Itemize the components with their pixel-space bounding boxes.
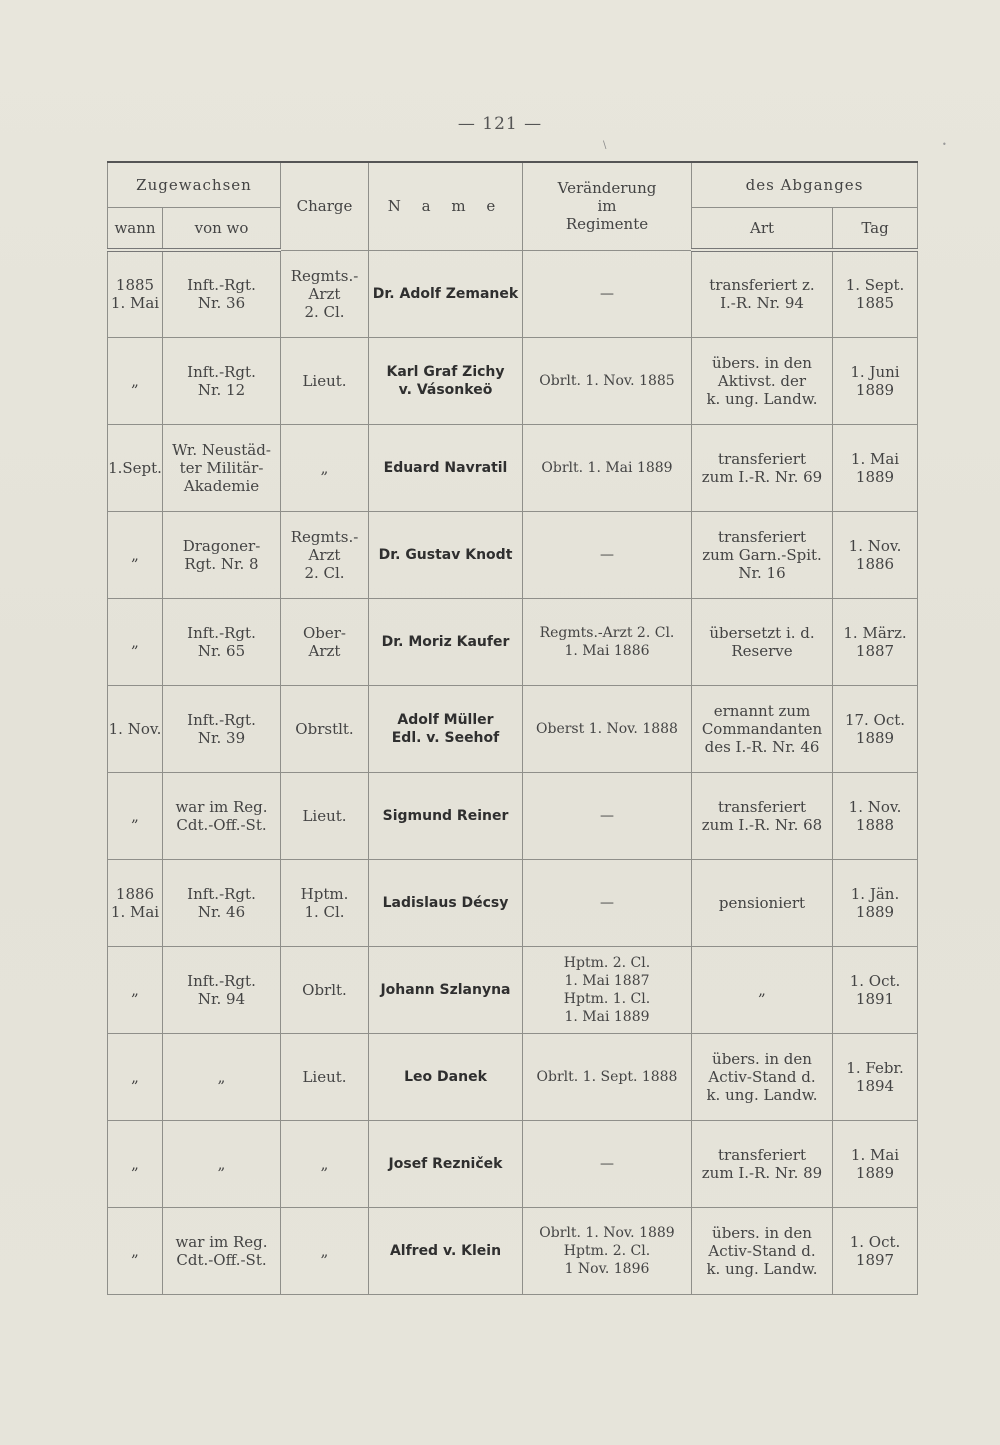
cell-wann	[108, 772, 163, 859]
cell-tag-line: 1. März.	[843, 623, 907, 642]
cell-von-wo-line: Inft.-Rgt.	[187, 971, 256, 990]
table-row	[108, 511, 918, 598]
cell-tag-line: 1889	[855, 380, 895, 399]
cell-von-wo-line: Inft.-Rgt.	[187, 623, 256, 642]
cell-name	[369, 1207, 523, 1294]
cell-art	[692, 685, 833, 772]
cell-name-line: Adolf Müller	[397, 711, 494, 728]
cell-art	[692, 859, 833, 946]
cell-von-wo-line: Dragoner-	[182, 536, 261, 555]
cell-art-line: Activ-Stand d.	[708, 1067, 816, 1086]
cell-veraenderung-line: Regmts.-Arzt 2. Cl.	[539, 624, 675, 641]
cell-von-wo-line: Nr. 39	[197, 728, 246, 747]
cell-name-line: Ladislaus Décsy	[382, 894, 509, 911]
cell-name-line: Leo Danek	[404, 1068, 487, 1085]
cell-wann	[108, 511, 163, 598]
print-speck: •	[942, 140, 947, 149]
table-row	[108, 772, 918, 859]
cell-charge	[281, 946, 369, 1033]
header-veraenderung-line: im	[597, 197, 617, 216]
header-zugewachsen: Zugewachsen	[108, 162, 281, 208]
cell-veraenderung-line: Hptm. 1. Cl.	[563, 990, 651, 1007]
page-number: — 121 —	[457, 114, 543, 134]
cell-art-line: Aktivst. der	[717, 371, 807, 390]
cell-tag-line: 1886	[855, 554, 895, 573]
cell-charge-line: Lieut.	[302, 1067, 347, 1086]
cell-charge-line: „	[320, 1154, 329, 1173]
cell-charge-line: Lieut.	[302, 806, 347, 825]
header-veraenderung-line: Regimente	[565, 215, 649, 234]
cell-veraenderung	[523, 946, 692, 1033]
cell-von-wo	[163, 1207, 281, 1294]
cell-wann-line: 1885	[115, 276, 155, 295]
cell-tag-line: 17. Oct.	[844, 710, 906, 729]
cell-von-wo-line: Wr. Neustäd-	[172, 440, 271, 459]
cell-wann-line: „	[131, 1241, 139, 1260]
cell-von-wo-line: Cdt.-Off.-St.	[176, 1250, 267, 1269]
cell-veraenderung	[523, 1120, 692, 1207]
cell-art-line: zum Garn.-Spit.	[702, 545, 822, 564]
table-row	[108, 424, 918, 511]
cell-wann	[108, 598, 163, 685]
cell-charge	[281, 772, 369, 859]
cell-tag-line: 1887	[855, 641, 895, 660]
cell-art-line: zum I.-R. Nr. 68	[701, 815, 823, 834]
cell-charge-line: „	[320, 1241, 329, 1260]
table-body	[108, 250, 918, 1294]
cell-art	[692, 250, 833, 337]
cell-wann-line: „	[131, 632, 139, 651]
cell-name	[369, 511, 523, 598]
cell-name-line: Alfred v. Klein	[389, 1242, 502, 1259]
cell-tag-line: 1. Jän.	[850, 884, 900, 903]
cell-art	[692, 946, 833, 1033]
cell-art-line: transferiert	[718, 1145, 806, 1164]
cell-name	[369, 772, 523, 859]
cell-charge-line: Hptm.	[300, 884, 349, 903]
cell-tag-line: 1. Sept.	[845, 276, 905, 295]
cell-von-wo	[163, 1120, 281, 1207]
cell-tag-line: 1889	[855, 728, 895, 747]
cell-name-line: Sigmund Reiner	[382, 807, 509, 824]
cell-wann	[108, 1033, 163, 1120]
cell-charge	[281, 337, 369, 424]
cell-wann	[108, 1120, 163, 1207]
cell-veraenderung-line: 1 Nov. 1896	[564, 1260, 650, 1277]
cell-von-wo-line: Nr. 94	[197, 989, 246, 1008]
cell-von-wo-line: Rgt. Nr. 8	[184, 554, 259, 573]
cell-tag	[833, 511, 918, 598]
header-veraenderung-line: Veränderung	[557, 179, 657, 198]
header-art: Art	[692, 208, 833, 251]
cell-tag-line: 1897	[855, 1250, 895, 1269]
cell-art	[692, 1207, 833, 1294]
cell-art	[692, 1120, 833, 1207]
cell-von-wo-line: Inft.-Rgt.	[187, 884, 256, 903]
cell-von-wo-line: war im Reg.	[175, 797, 268, 816]
cell-art	[692, 511, 833, 598]
cell-veraenderung	[523, 1207, 692, 1294]
cell-veraenderung	[523, 685, 692, 772]
cell-veraenderung-line: Hptm. 2. Cl.	[563, 954, 651, 971]
cell-tag	[833, 772, 918, 859]
cell-wann	[108, 1207, 163, 1294]
cell-tag-line: 1. Mai	[850, 1145, 900, 1164]
cell-wann	[108, 337, 163, 424]
cell-charge-line: 1. Cl.	[304, 902, 345, 921]
cell-tag	[833, 859, 918, 946]
cell-name-line: v. Vásonkeö	[398, 381, 493, 398]
cell-von-wo-line: Inft.-Rgt.	[187, 362, 256, 381]
cell-art-line: Activ-Stand d.	[708, 1241, 816, 1260]
cell-charge-line: Obrstlt.	[295, 719, 354, 738]
cell-tag-line: 1. Febr.	[846, 1058, 904, 1077]
cell-name-line: Dr. Moriz Kaufer	[381, 633, 510, 650]
cell-tag	[833, 946, 918, 1033]
cell-charge-line: Obrlt.	[302, 980, 347, 999]
cell-name-line: Dr. Adolf Zemanek	[372, 285, 519, 302]
cell-charge-line: Regmts.-	[290, 527, 359, 546]
cell-von-wo-line: Nr. 12	[197, 380, 246, 399]
header-wann: wann	[108, 208, 163, 251]
cell-tag	[833, 1120, 918, 1207]
cell-veraenderung-line: 1. Mai 1886	[564, 642, 650, 659]
header-veraenderung	[523, 162, 692, 250]
cell-charge	[281, 511, 369, 598]
table-row	[108, 685, 918, 772]
cell-name	[369, 1033, 523, 1120]
table-row	[108, 337, 918, 424]
cell-veraenderung-line: Oberst 1. Nov. 1888	[536, 720, 678, 737]
cell-veraenderung	[523, 250, 692, 337]
cell-name	[369, 1120, 523, 1207]
cell-tag	[833, 685, 918, 772]
cell-wann-line: „	[131, 1067, 139, 1086]
cell-wann-line: „	[131, 371, 139, 390]
cell-von-wo	[163, 511, 281, 598]
cell-name	[369, 250, 523, 337]
cell-art-line: transferiert	[718, 797, 806, 816]
cell-von-wo	[163, 250, 281, 337]
header-von-wo: von wo	[163, 208, 281, 251]
cell-art-line: k. ung. Landw.	[706, 389, 818, 408]
cell-name-line: Dr. Gustav Knodt	[378, 546, 513, 563]
cell-veraenderung-line: Obrlt. 1. Nov. 1885	[539, 372, 675, 389]
cell-tag	[833, 424, 918, 511]
cell-tag	[833, 598, 918, 685]
cell-charge-line: 2. Cl.	[304, 563, 345, 582]
cell-art-line: Reserve	[731, 641, 793, 660]
cell-von-wo-line: Inft.-Rgt.	[187, 710, 256, 729]
cell-name	[369, 598, 523, 685]
cell-tag	[833, 250, 918, 337]
cell-veraenderung-line: 1. Mai 1887	[564, 972, 650, 989]
table-row	[108, 946, 918, 1033]
cell-art-line: übers. in den	[712, 1223, 812, 1242]
cell-art	[692, 424, 833, 511]
cell-name	[369, 424, 523, 511]
cell-veraenderung-line: Hptm. 2. Cl.	[563, 1242, 651, 1259]
cell-tag-line: 1. Oct.	[849, 971, 901, 990]
cell-wann-line: „	[131, 980, 139, 999]
cell-veraenderung-line: —	[600, 546, 614, 563]
cell-charge-line: Arzt	[308, 284, 341, 303]
cell-wann	[108, 859, 163, 946]
table-row	[108, 598, 918, 685]
cell-art	[692, 772, 833, 859]
cell-name-line: Karl Graf Zichy	[386, 363, 505, 380]
cell-veraenderung	[523, 598, 692, 685]
table-row	[108, 250, 918, 337]
header-abganges: des Abganges	[692, 162, 918, 208]
header-tag: Tag	[833, 208, 918, 251]
cell-charge-line: Lieut.	[302, 371, 347, 390]
cell-von-wo-line: Inft.-Rgt.	[187, 276, 256, 295]
cell-art-line: des I.-R. Nr. 46	[704, 737, 820, 756]
cell-veraenderung	[523, 337, 692, 424]
cell-tag-line: 1. Oct.	[849, 1232, 901, 1251]
cell-tag-line: 1894	[855, 1076, 895, 1095]
cell-charge-line: Arzt	[308, 641, 341, 660]
cell-von-wo	[163, 946, 281, 1033]
table-row	[108, 859, 918, 946]
cell-art-line: I.-R. Nr. 94	[720, 294, 804, 313]
cell-wann	[108, 250, 163, 337]
cell-charge	[281, 1207, 369, 1294]
cell-charge-line: 2. Cl.	[304, 302, 345, 321]
cell-wann	[108, 685, 163, 772]
print-mark: \	[603, 140, 607, 151]
cell-tag	[833, 337, 918, 424]
cell-veraenderung-line: Obrlt. 1. Nov. 1889	[539, 1224, 675, 1241]
cell-veraenderung-line: Obrlt. 1. Mai 1889	[541, 459, 673, 476]
table-header	[108, 162, 918, 250]
cell-art-line: zum I.-R. Nr. 89	[701, 1163, 823, 1182]
table-row	[108, 1033, 918, 1120]
cell-veraenderung-line: —	[600, 807, 614, 824]
cell-tag-line: 1891	[855, 989, 895, 1008]
cell-wann-line: 1. Nov.	[108, 719, 162, 738]
cell-wann-line: 1.Sept.	[108, 458, 162, 477]
cell-name-line: Johann Szlanyna	[380, 981, 511, 998]
cell-von-wo-line: Akademie	[183, 476, 260, 495]
cell-von-wo-line: Nr. 65	[197, 641, 246, 660]
cell-von-wo	[163, 859, 281, 946]
cell-tag-line: 1889	[855, 1163, 895, 1182]
cell-name	[369, 859, 523, 946]
cell-art-line: „	[758, 980, 766, 999]
cell-art-line: k. ung. Landw.	[706, 1259, 818, 1278]
cell-wann-line: „	[131, 806, 139, 825]
header-name: N a m e	[369, 162, 523, 250]
cell-tag-line: 1. Mai	[850, 449, 900, 468]
cell-von-wo-line: „	[217, 1067, 226, 1086]
cell-art-line: transferiert	[718, 449, 806, 468]
table-row	[108, 1207, 918, 1294]
cell-von-wo	[163, 1033, 281, 1120]
cell-charge	[281, 424, 369, 511]
cell-art	[692, 598, 833, 685]
cell-charge-line: Arzt	[308, 545, 341, 564]
cell-name-line: Edl. v. Seehof	[391, 729, 500, 746]
cell-name	[369, 685, 523, 772]
cell-von-wo-line: Cdt.-Off.-St.	[176, 815, 267, 834]
cell-charge	[281, 250, 369, 337]
header-charge: Charge	[281, 162, 369, 250]
cell-tag-line: 1885	[855, 294, 895, 313]
cell-veraenderung-line: —	[600, 1155, 614, 1172]
cell-wann	[108, 946, 163, 1033]
cell-tag	[833, 1033, 918, 1120]
cell-veraenderung	[523, 1033, 692, 1120]
cell-art-line: Commandanten	[701, 719, 823, 738]
cell-von-wo-line: war im Reg.	[175, 1232, 268, 1251]
cell-art-line: ernannt zum	[713, 701, 811, 720]
cell-von-wo	[163, 685, 281, 772]
cell-art-line: übersetzt i. d.	[709, 623, 815, 642]
cell-art	[692, 1033, 833, 1120]
cell-charge	[281, 1033, 369, 1120]
cell-von-wo-line: Nr. 46	[197, 902, 246, 921]
cell-charge	[281, 598, 369, 685]
cell-tag-line: 1. Nov.	[848, 797, 902, 816]
cell-veraenderung	[523, 859, 692, 946]
cell-wann-line: 1. Mai	[110, 902, 160, 921]
cell-art	[692, 337, 833, 424]
cell-veraenderung-line: Obrlt. 1. Sept. 1888	[536, 1068, 678, 1085]
cell-art-line: k. ung. Landw.	[706, 1085, 818, 1104]
cell-tag-line: 1889	[855, 902, 895, 921]
cell-name	[369, 946, 523, 1033]
cell-art-line: zum I.-R. Nr. 69	[701, 467, 823, 486]
cell-von-wo-line: Nr. 36	[197, 294, 246, 313]
cell-veraenderung-line: 1. Mai 1889	[564, 1008, 650, 1025]
cell-wann	[108, 424, 163, 511]
cell-art-line: übers. in den	[712, 353, 812, 372]
cell-von-wo-line: „	[217, 1154, 226, 1173]
cell-charge	[281, 1120, 369, 1207]
cell-von-wo	[163, 772, 281, 859]
cell-veraenderung-line: —	[600, 894, 614, 911]
cell-veraenderung	[523, 511, 692, 598]
cell-von-wo-line: ter Militär-	[179, 458, 264, 477]
cell-name-line: Josef Rezniček	[388, 1155, 503, 1172]
cell-name-line: Eduard Navratil	[383, 459, 508, 476]
cell-charge-line: Regmts.-	[290, 266, 359, 285]
cell-veraenderung-line: —	[600, 285, 614, 302]
cell-charge-line: „	[320, 458, 329, 477]
cell-veraenderung	[523, 424, 692, 511]
cell-charge-line: Ober-	[302, 623, 346, 642]
cell-name	[369, 337, 523, 424]
officer-register-table	[107, 161, 918, 1295]
cell-tag	[833, 1207, 918, 1294]
cell-wann-line: „	[131, 1154, 139, 1173]
cell-wann-line: 1. Mai	[110, 294, 160, 313]
cell-wann-line: „	[131, 545, 139, 564]
cell-von-wo	[163, 598, 281, 685]
cell-art-line: pensioniert	[718, 893, 806, 912]
cell-charge	[281, 685, 369, 772]
cell-tag-line: 1. Nov.	[848, 536, 902, 555]
cell-charge	[281, 859, 369, 946]
cell-art-line: transferiert z.	[709, 276, 815, 295]
cell-von-wo	[163, 337, 281, 424]
cell-art-line: übers. in den	[712, 1049, 812, 1068]
cell-veraenderung	[523, 772, 692, 859]
cell-art-line: transferiert	[718, 527, 806, 546]
cell-tag-line: 1889	[855, 467, 895, 486]
cell-wann-line: 1886	[115, 884, 155, 903]
cell-von-wo	[163, 424, 281, 511]
table-row	[108, 1120, 918, 1207]
cell-tag-line: 1. Juni	[850, 362, 900, 381]
cell-tag-line: 1888	[855, 815, 895, 834]
cell-art-line: Nr. 16	[738, 563, 786, 582]
